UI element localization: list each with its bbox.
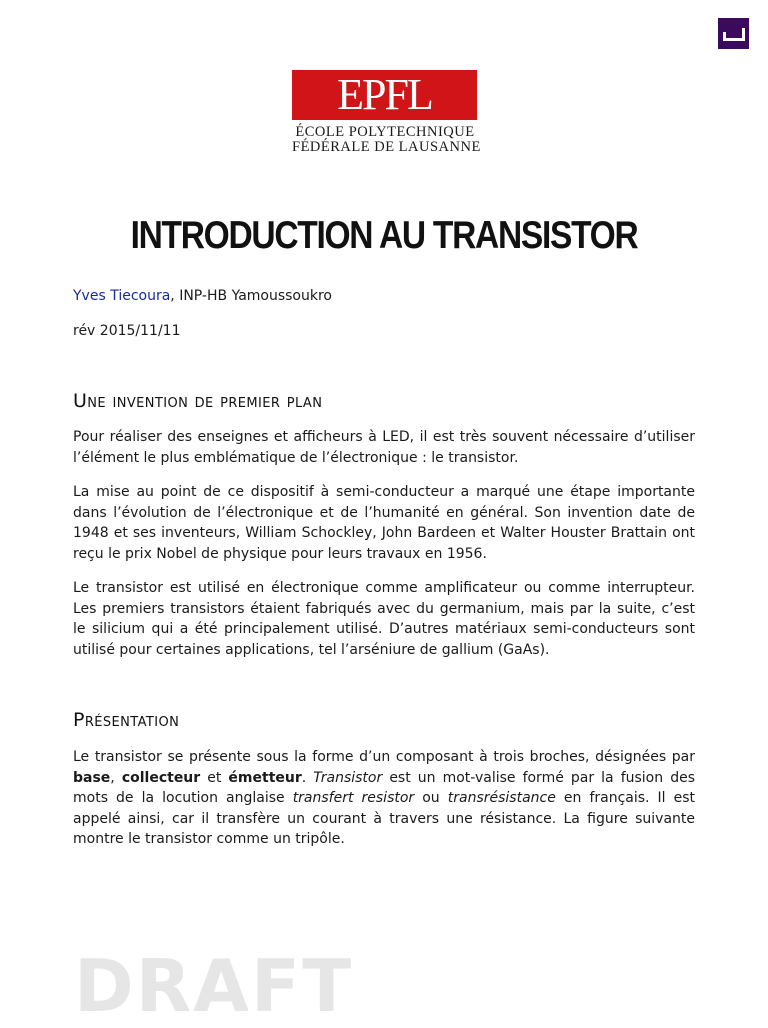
logo-line-2: FÉDÉRALE DE LAUSANNE — [292, 139, 481, 155]
term-transfert-resistor: transfert resistor — [292, 790, 415, 806]
logo-red-block — [292, 70, 477, 120]
term-base: base — [73, 769, 111, 786]
paragraph: Le transistor est utilisé en électronique comme amplificateur ou comme interrupteur. Les premiers transistors étaient fabriqués avec du germanium, mais par la suite, c’est le silicium qui a été principalement utilisé. D’autres matériaux semi-conducteurs sont utilisé pour certaines applications, tel l’arséniure de gallium (GaAs). — [73, 580, 695, 658]
text-run: ou — [414, 790, 448, 806]
author-line — [73, 286, 695, 306]
document-title: INTRODUCTION AU TRANSISTOR — [130, 214, 638, 257]
revision-date: rév 2015/11/11 — [73, 323, 181, 339]
logo-mark: EPFL — [337, 70, 432, 119]
draft-watermark: DRAFT — [74, 944, 354, 1028]
term-emetteur: émetteur — [228, 769, 302, 786]
text-run: est un mot-valise formé par la fusion des mots de la locution anglaise — [73, 769, 695, 806]
section-heading-presentation: Présentation — [73, 709, 180, 731]
text-run: en français. Il est appelé ainsi, car il transfère un courant à travers une résistance. La figure suivante montre le transistor comme un tripôle. — [73, 790, 696, 847]
term-transresistance: transrésistance — [447, 790, 556, 806]
paragraph: Pour réaliser des enseignes et afficheurs à LED, il est très souvent nécessaire d’utiliser l’élément le plus emblématique de l’électronique : le transistor. — [73, 429, 695, 466]
paragraph-presentation — [73, 747, 695, 850]
document-body — [73, 286, 696, 847]
author-affiliation: , INP-HB Yamoussoukro — [170, 288, 332, 304]
bookmark-icon[interactable] — [718, 18, 749, 49]
logo-line-1: ÉCOLE POLYTECHNIQUE — [295, 124, 475, 140]
section-heading-invention: Une invention de premier plan — [73, 390, 323, 412]
bookmark-icon-bar — [742, 28, 745, 41]
author-link[interactable]: Yves Tiecoura — [73, 288, 171, 304]
text-run: Le transistor se présente sous la forme d’un composant à trois broches, désignées par — [73, 749, 695, 765]
text-run: et — [200, 769, 229, 786]
paragraph: La mise au point de ce dispositif à semi-conducteur a marqué une étape importante dans l’évolution de l’électronique et de l’humanité en général. Son invention date de 1948 et ses inventeurs, William Schockley, John Bardeen et Walter Houster Brattain ont reçu le prix Nobel de physique pour leurs travaux en 1956. — [73, 484, 695, 562]
term-collecteur: collecteur — [121, 769, 201, 786]
text-run: . — [301, 769, 314, 786]
epfl-logo — [292, 70, 481, 155]
term-transistor: Transistor — [313, 769, 383, 786]
text-run: , — [110, 769, 122, 786]
